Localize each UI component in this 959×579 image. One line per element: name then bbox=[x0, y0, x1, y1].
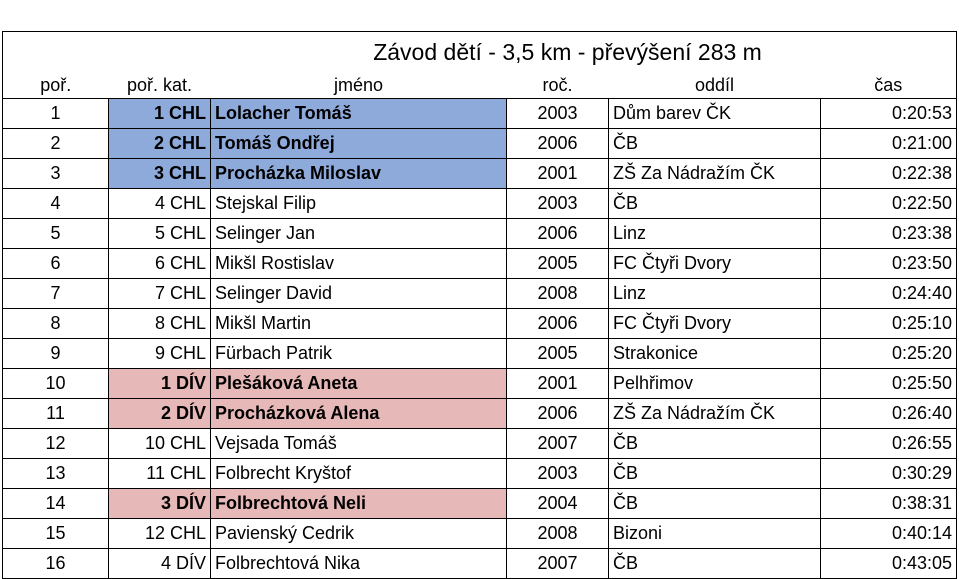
title-row bbox=[3, 32, 957, 73]
header-roc: roč. bbox=[542, 75, 573, 95]
cell-por-kat: 8 CHL bbox=[109, 309, 211, 339]
table-row bbox=[3, 309, 957, 339]
header-row bbox=[3, 72, 957, 99]
cell-por-kat: 5 CHL bbox=[109, 219, 211, 249]
cell-jmeno: Folbrechtová Neli bbox=[211, 489, 507, 519]
table-row bbox=[3, 189, 957, 219]
cell-cas: 0:43:05 bbox=[821, 549, 957, 579]
cell-jmeno: Procházková Alena bbox=[211, 399, 507, 429]
cell-oddil: Strakonice bbox=[609, 339, 821, 369]
cell-por: 14 bbox=[3, 489, 109, 519]
cell-por: 9 bbox=[3, 339, 109, 369]
cell-cas: 0:30:29 bbox=[821, 459, 957, 489]
cell-roc: 2007 bbox=[507, 549, 609, 579]
cell-jmeno: Selinger Jan bbox=[211, 219, 507, 249]
table-row bbox=[3, 369, 957, 399]
cell-roc: 2006 bbox=[507, 399, 609, 429]
cell-cas: 0:24:40 bbox=[821, 279, 957, 309]
cell-oddil: Linz bbox=[609, 279, 821, 309]
cell-cas: 0:26:40 bbox=[821, 399, 957, 429]
cell-por: 1 bbox=[3, 99, 109, 129]
results-table bbox=[2, 31, 957, 579]
cell-por-kat: 4 DÍV bbox=[109, 549, 211, 579]
cell-cas: 0:25:20 bbox=[821, 339, 957, 369]
table-row bbox=[3, 459, 957, 489]
cell-jmeno: Procházka Miloslav bbox=[211, 159, 507, 189]
cell-por: 11 bbox=[3, 399, 109, 429]
cell-jmeno: Stejskal Filip bbox=[211, 189, 507, 219]
cell-roc: 2001 bbox=[507, 159, 609, 189]
cell-roc: 2003 bbox=[507, 459, 609, 489]
results-body bbox=[3, 99, 957, 579]
header-por-kat: poř. kat. bbox=[126, 75, 193, 95]
cell-por: 7 bbox=[3, 279, 109, 309]
cell-por-kat: 9 CHL bbox=[109, 339, 211, 369]
table-row bbox=[3, 129, 957, 159]
table-row bbox=[3, 489, 957, 519]
cell-roc: 2005 bbox=[507, 339, 609, 369]
cell-por-kat: 12 CHL bbox=[109, 519, 211, 549]
table-row bbox=[3, 399, 957, 429]
cell-roc: 2004 bbox=[507, 489, 609, 519]
cell-jmeno: Pavienský Cedrik bbox=[211, 519, 507, 549]
table-row bbox=[3, 99, 957, 129]
table-row bbox=[3, 279, 957, 309]
cell-por-kat: 1 DÍV bbox=[109, 369, 211, 399]
cell-por: 13 bbox=[3, 459, 109, 489]
cell-por-kat: 2 CHL bbox=[109, 129, 211, 159]
table-row bbox=[3, 249, 957, 279]
cell-por-kat: 2 DÍV bbox=[109, 399, 211, 429]
cell-cas: 0:40:14 bbox=[821, 519, 957, 549]
cell-cas: 0:25:50 bbox=[821, 369, 957, 399]
cell-jmeno: Selinger David bbox=[211, 279, 507, 309]
cell-por: 15 bbox=[3, 519, 109, 549]
cell-por: 6 bbox=[3, 249, 109, 279]
cell-por-kat: 3 CHL bbox=[109, 159, 211, 189]
cell-por: 3 bbox=[3, 159, 109, 189]
cell-jmeno: Fürbach Patrik bbox=[211, 339, 507, 369]
cell-oddil: ČB bbox=[609, 489, 821, 519]
cell-por: 5 bbox=[3, 219, 109, 249]
cell-por: 10 bbox=[3, 369, 109, 399]
cell-jmeno: Plešáková Aneta bbox=[211, 369, 507, 399]
cell-cas: 0:23:38 bbox=[821, 219, 957, 249]
cell-roc: 2003 bbox=[507, 189, 609, 219]
header-cas: čas bbox=[874, 75, 903, 95]
cell-por: 16 bbox=[3, 549, 109, 579]
cell-por: 8 bbox=[3, 309, 109, 339]
cell-jmeno: Folbrechtová Nika bbox=[211, 549, 507, 579]
header-jmeno: jméno bbox=[333, 75, 384, 95]
cell-por-kat: 6 CHL bbox=[109, 249, 211, 279]
cell-cas: 0:22:38 bbox=[821, 159, 957, 189]
cell-por-kat: 11 CHL bbox=[109, 459, 211, 489]
cell-oddil: Pelhřimov bbox=[609, 369, 821, 399]
cell-oddil: Linz bbox=[609, 219, 821, 249]
table-row bbox=[3, 219, 957, 249]
cell-roc: 2008 bbox=[507, 279, 609, 309]
page-title: Závod dětí - 3,5 km - převýšení 283 m bbox=[373, 39, 762, 65]
cell-oddil: FC Čtyři Dvory bbox=[609, 249, 821, 279]
cell-oddil: ČB bbox=[609, 189, 821, 219]
cell-oddil: ČB bbox=[609, 129, 821, 159]
cell-jmeno: Vejsada Tomáš bbox=[211, 429, 507, 459]
table-row bbox=[3, 429, 957, 459]
cell-roc: 2006 bbox=[507, 219, 609, 249]
cell-jmeno: Lolacher Tomáš bbox=[211, 99, 507, 129]
cell-oddil: ZŠ Za Nádražím ČK bbox=[609, 159, 821, 189]
cell-jmeno: Tomáš Ondřej bbox=[211, 129, 507, 159]
cell-roc: 2005 bbox=[507, 249, 609, 279]
cell-por-kat: 3 DÍV bbox=[109, 489, 211, 519]
cell-jmeno: Mikšl Martin bbox=[211, 309, 507, 339]
cell-roc: 2006 bbox=[507, 129, 609, 159]
cell-cas: 0:23:50 bbox=[821, 249, 957, 279]
results-sheet bbox=[2, 31, 956, 579]
cell-por: 4 bbox=[3, 189, 109, 219]
table-row bbox=[3, 159, 957, 189]
cell-por-kat: 10 CHL bbox=[109, 429, 211, 459]
cell-cas: 0:21:00 bbox=[821, 129, 957, 159]
cell-cas: 0:38:31 bbox=[821, 489, 957, 519]
cell-oddil: ČB bbox=[609, 429, 821, 459]
cell-cas: 0:20:53 bbox=[821, 99, 957, 129]
cell-oddil: ČB bbox=[609, 459, 821, 489]
cell-oddil: ČB bbox=[609, 549, 821, 579]
cell-cas: 0:25:10 bbox=[821, 309, 957, 339]
cell-cas: 0:22:50 bbox=[821, 189, 957, 219]
header-por: poř. bbox=[40, 75, 72, 95]
cell-roc: 2003 bbox=[507, 99, 609, 129]
cell-oddil: Dům barev ČK bbox=[609, 99, 821, 129]
cell-roc: 2008 bbox=[507, 519, 609, 549]
cell-oddil: ZŠ Za Nádražím ČK bbox=[609, 399, 821, 429]
cell-por-kat: 1 CHL bbox=[109, 99, 211, 129]
cell-por-kat: 7 CHL bbox=[109, 279, 211, 309]
table-row bbox=[3, 339, 957, 369]
cell-jmeno: Folbrecht Kryštof bbox=[211, 459, 507, 489]
header-oddil: oddíl bbox=[694, 75, 735, 95]
cell-roc: 2006 bbox=[507, 309, 609, 339]
cell-cas: 0:26:55 bbox=[821, 429, 957, 459]
table-row bbox=[3, 519, 957, 549]
cell-por: 12 bbox=[3, 429, 109, 459]
cell-por: 2 bbox=[3, 129, 109, 159]
cell-oddil: FC Čtyři Dvory bbox=[609, 309, 821, 339]
cell-jmeno: Mikšl Rostislav bbox=[211, 249, 507, 279]
cell-roc: 2007 bbox=[507, 429, 609, 459]
cell-roc: 2001 bbox=[507, 369, 609, 399]
cell-por-kat: 4 CHL bbox=[109, 189, 211, 219]
cell-oddil: Bizoni bbox=[609, 519, 821, 549]
